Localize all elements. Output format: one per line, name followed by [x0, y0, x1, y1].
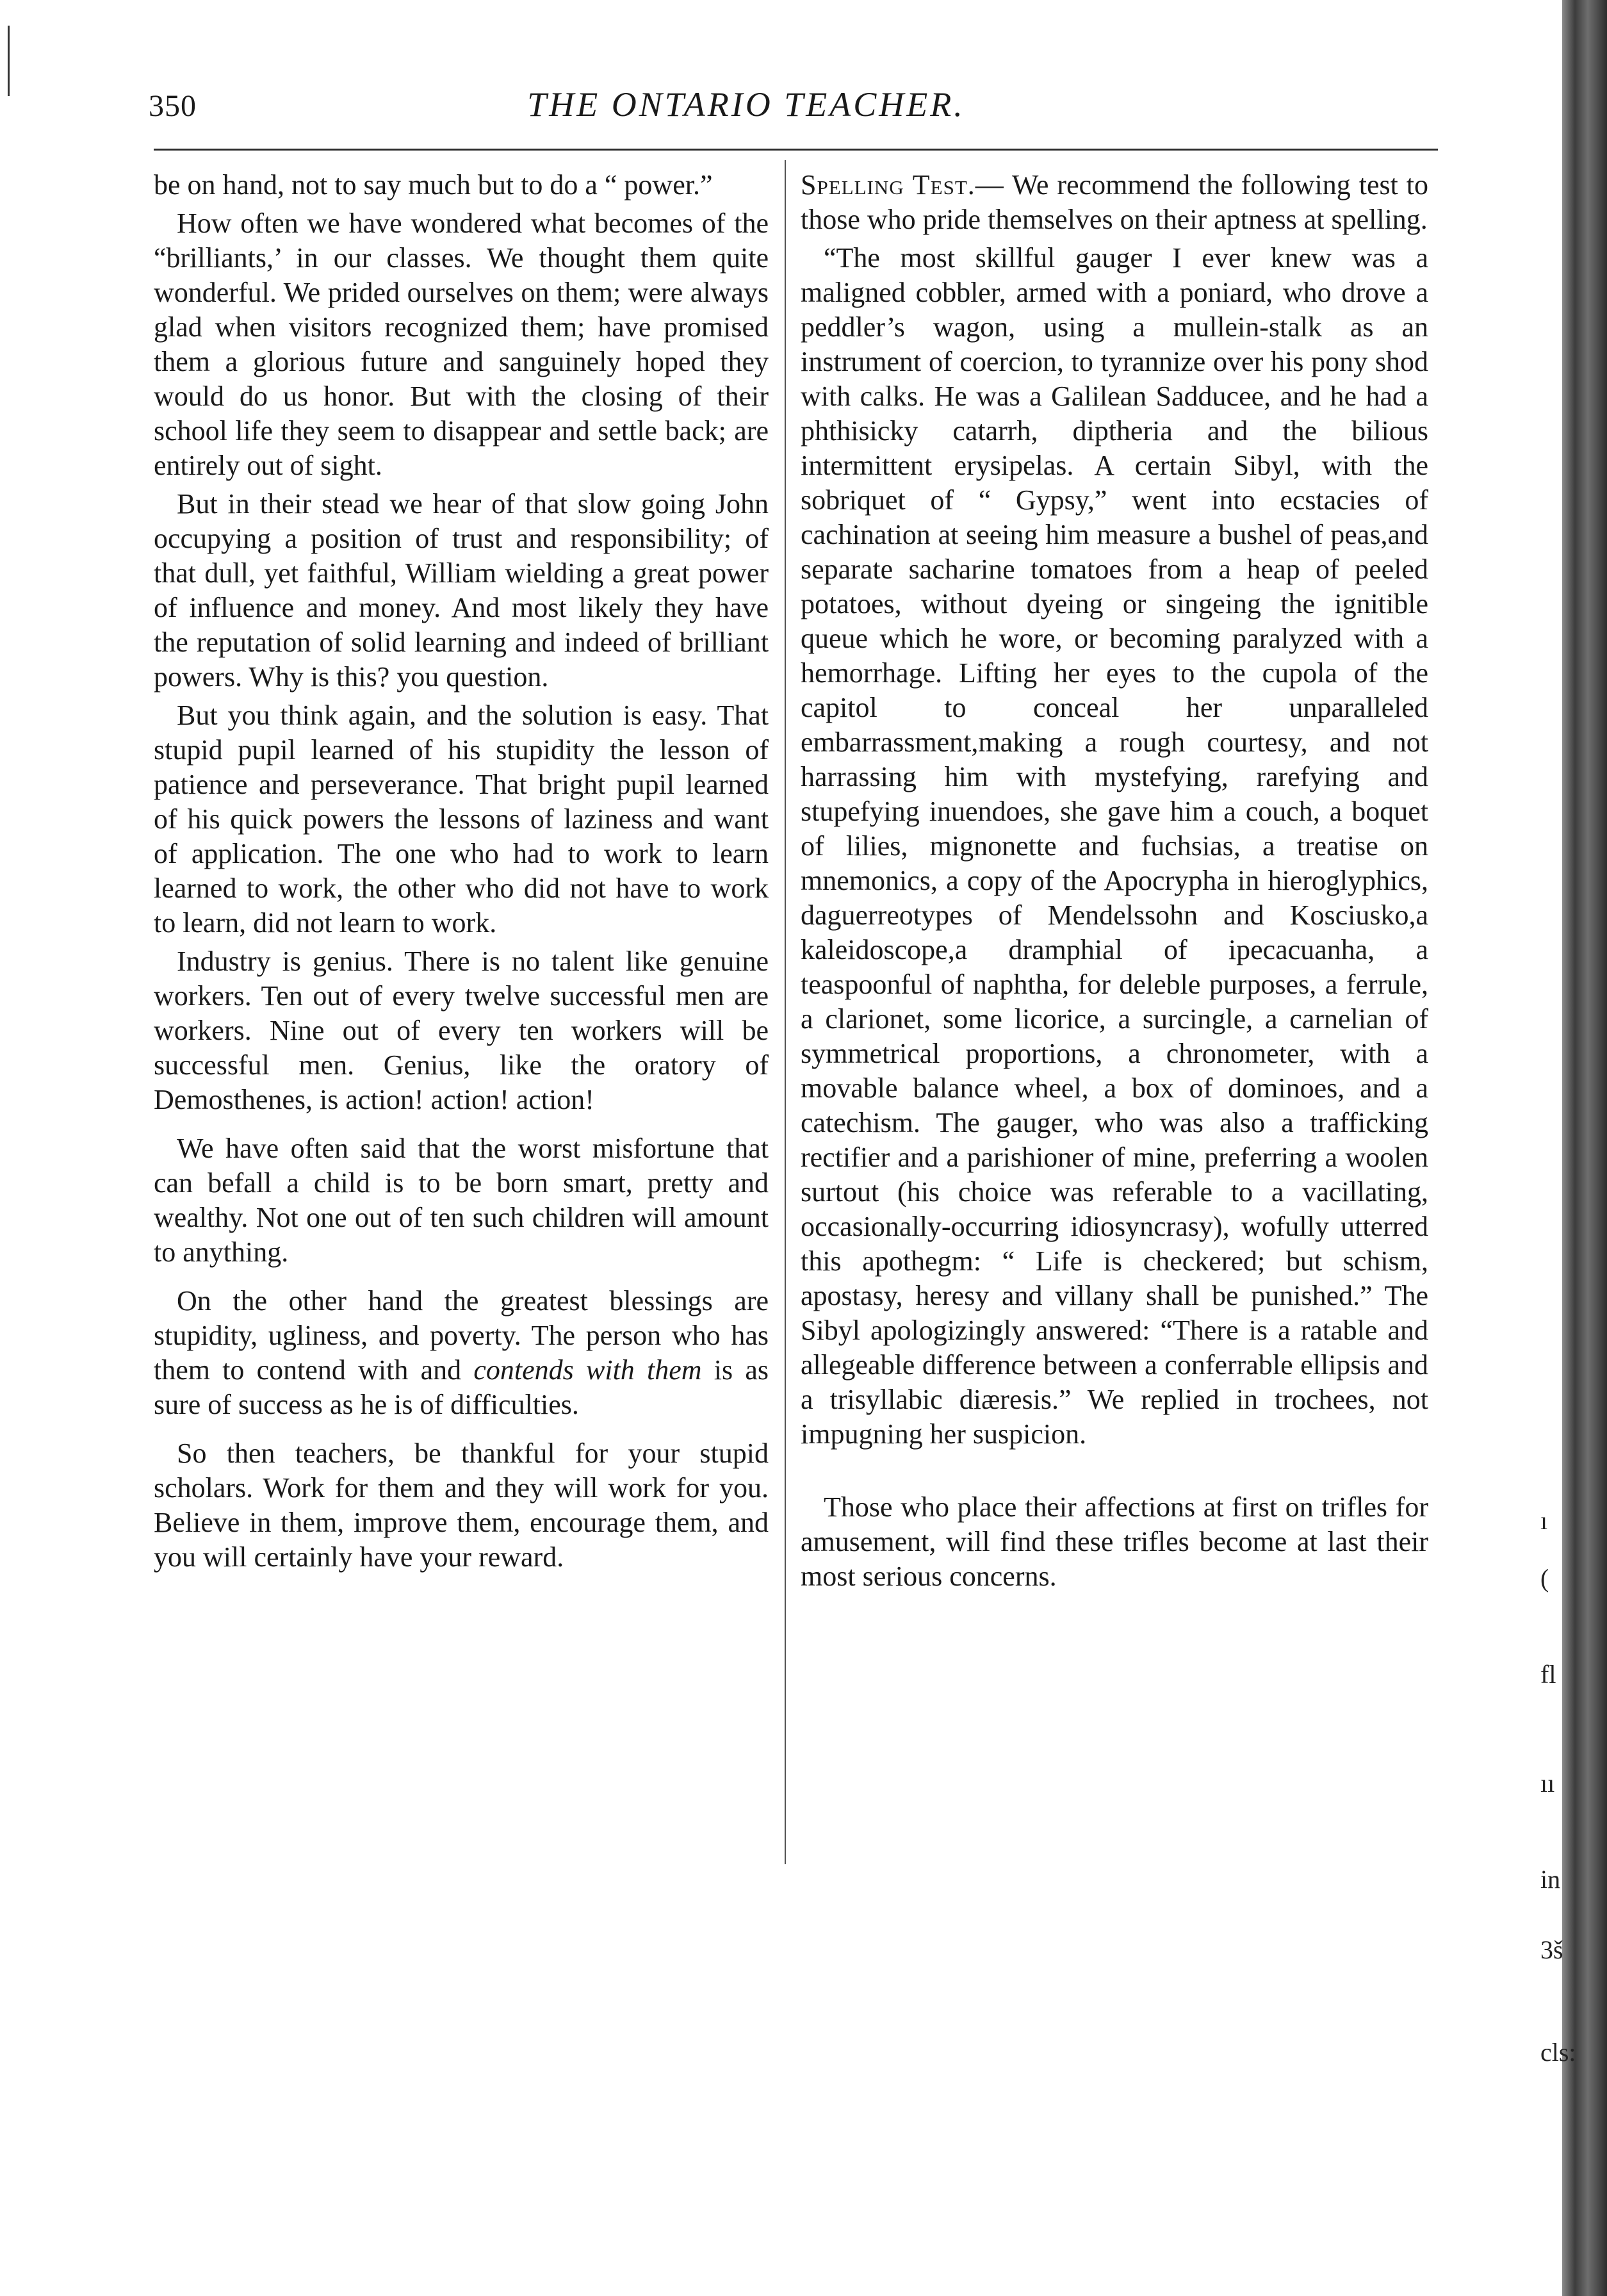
paragraph: be on hand, not to say much but to do a “ power.” [154, 169, 713, 201]
spelling-test-heading: Spelling Test.— [801, 169, 1004, 201]
paragraph: “The most skillful gauger I ever knew was a maligned cobbler, armed with a poniard, who drove a peddler’s wagon, using a mullein-stalk as an instrument of coercion, to tyrannize over his pony shod with calks. He was a Galilean Sadducee, and he had a phthisicky catarrh, diptheria and the bilious intermittent erysipelas. A certain Sibyl, with the sobriquet of “ Gypsy,” went into ecstacies of cachination at seeing him measure a bushel of peas,and separate sacharine tomatoes from a heap of peeled potatoes, without dyeing or singeing the ignitible queue which he wore, or becoming paralyzed with a hemorrhage. Lifting her eyes to the cupola of the capitol to conceal her unparalleled embarrassment,making a rough courtesy, and not harrassing him with mystefying, rarefying and stupefying inuendoes, she gave him a couch, a boquet of lilies, mignonette and fuchsias, a treatise on mnemonics, a copy of the Apocrypha in hieroglyphics, daguerreotypes of Mendelssohn and Kosciusko,a kaleidoscope,a dramphial of ipecacuanha, a teaspoonful of naphtha, for deleble purposes, a ferrule, a clarionet, some licorice, a surcingle, a carnelian of symmetrical proportions, a chronometer, with a movable balance wheel, a box of dominoes, and a catechism. The gauger, who was also a trafficking rectifier and a parishioner of mine, preferring a woolen surtout (his choice was referable to a vacillating, occasionally-occurring idiosyncrasy), wofully utterred this apothegm: “ Life is checkered; but schism, apostasy, heresy and villany shall be punished.” The Sibyl apologizingly answered: “There is a ratable and allegeable difference between a conferrable ellipsis and a trisyllabic diæresis.” We replied in trochees, not impugning her suspicion. [801, 242, 1428, 1450]
paragraph-with-emphasis [154, 1284, 769, 1422]
margin-fragment: 3š [1540, 1935, 1563, 1964]
left-column [154, 168, 769, 1578]
paragraph: We have often said that the worst misfortune that can befall a child is to be born smart, pretty and wealthy. Not one out of ten such children will amount to anything. [154, 1133, 769, 1268]
paragraph: But in their stead we hear of that slow going John occupying a position of trust and responsibility; of that dull, yet faithful, William wielding a great power of influence and money. And most likely they have the reputation of solid learning and indeed of brilliant powers. Why is this? you question. [154, 488, 769, 693]
emphasis-text: contends with them [473, 1354, 702, 1386]
page-number: 350 [149, 89, 197, 123]
margin-fragment: ı [1540, 1506, 1548, 1535]
margin-fragment: ıı [1540, 1769, 1555, 1798]
paragraph: So then teachers, be thankful for your stupid scholars. Work for them and they will work for you. Believe in them, improve them, encourage them, and you will certainly have your reward. [154, 1438, 769, 1573]
margin-fragment: ( [1540, 1564, 1549, 1593]
paragraph: Industry is genius. There is no talent like genuine workers. Ten out of every twelve successful men are workers. Nine out of every ten workers will be successful men. Genius, like the oratory of Demosthenes, is action! action! action! [154, 946, 769, 1115]
running-title: THE ONTARIO TEACHER. [527, 85, 965, 124]
margin-fragment: fl [1540, 1660, 1556, 1689]
paragraph: Those who place their affections at first on trifles for amusement, will find these trifles become at last their most serious concerns. [801, 1491, 1428, 1592]
margin-fragment: in [1540, 1865, 1561, 1894]
paragraph: But you think again, and the solution is easy. That stupid pupil learned of his stupidity the lesson of patience and perseverance. That bright pupil learned of his quick powers the lessons of laziness and want of application. The one who had to work to learn learned to work, the other who did not have to work to learn, did not learn to work. [154, 700, 769, 939]
right-column [801, 168, 1428, 1598]
paragraph: How often we have wondered what becomes of the “brilliants,’ in our classes. We thought them quite wonderful. We prided ourselves on them; were always glad when visitors recognized them; have promised them a glorious future and sanguinely hoped they would do us honor. But with the closing of their school life they seem to disappear and settle back; are entirely out of sight. [154, 208, 769, 481]
header-rule [154, 149, 1438, 151]
paragraph-text: We recommend the following test to those who pride themselves on their aptness at spelling. [801, 169, 1428, 235]
paragraph-text: On the other hand the greatest blessings are stupidity, ugliness, and poverty. The person who has them to contend with and [154, 1285, 769, 1386]
binding-edge [1562, 0, 1607, 2296]
paragraph-text: is as sure of success as he is of difficulties. [154, 1354, 769, 1420]
column-divider [785, 160, 786, 1864]
margin-fragment: cls: [1540, 2038, 1576, 2067]
spelling-test-intro [801, 168, 1428, 237]
